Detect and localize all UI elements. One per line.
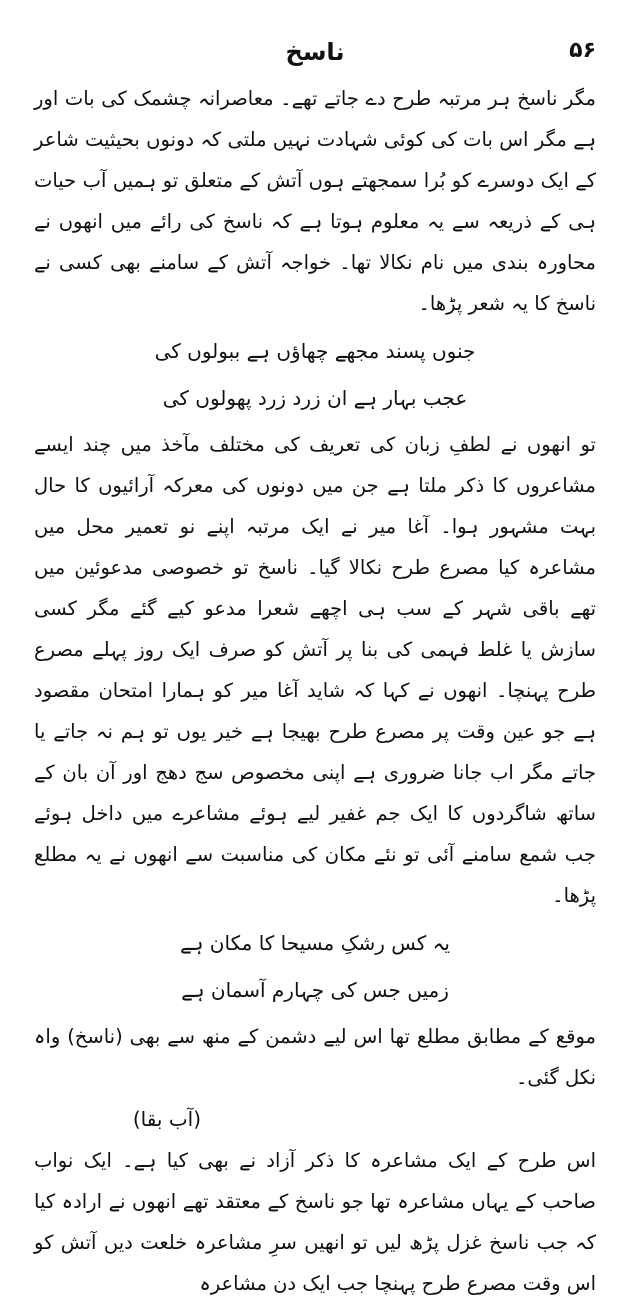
paragraph-2: تو انھوں نے لطفِ زبان کی تعریف کی مختلف مآخذ میں چند ایسے مشاعروں کا ذکر ملتا ہے جن میں دونوں کی معرکہ آرائیوں کا حال بہت مشہور ہوا۔ آغا میر نے ایک مرتبہ اپنے نو تعمیر محل میں مشاعرہ کیا مصرع طرح نکالا گیا۔ ناسخ تو خصوصی مدعوئین میں تھے باقی شہر کے سب ہی اچھے شعرا مدعو کیے گئے مگر کسی سازش یا غلط فہمی کی بنا پر آتش کو صرف ایک روز پہلے مصرع طرح پہنچا۔ انھوں نے کہا کہ شاید آغا میر کو ہمارا امتحان مقصود ہے جو عین وقت پر مصرع طرح بھیجا ہے خیر یوں تو ہم نہ جاتے یا جاتے مگر اب جانا ضروری ہے اپنی مخصوص سج دھج اور آن بان کے ساتھ شاگردوں کا ایک جم غفیر لیے ہوئے مشاعرے میں داخل ہوئے جب شمع سامنے آئی تو نئے مکان کی مناسبت سے انھوں نے یہ مطلع پڑھا۔ [34, 433, 596, 907]
running-title: ناسخ [285, 38, 345, 66]
verse-1-line-2: عجب بہار ہے ان زرد زرد پھولوں کی [162, 386, 468, 410]
verse-2-line-1: یہ کس رشکِ مسیحا کا مکان ہے [180, 931, 450, 955]
page-number: ۵۶ [569, 38, 596, 63]
paragraph-1: مگر ناسخ ہر مرتبہ طرح دے جاتے تھے۔ معاصرانہ چشمک کی بات اور ہے مگر اس بات کی کوئی شہادت نہیں ملتی کہ دونوں بحیثیت شاعر کے ایک دوسرے کو بُرا سمجھتے ہوں آتش کے متعلق تو ہمیں آب حیات ہی کے ذریعہ سے یہ معلوم ہوتا ہے کہ ناسخ کی رائے میں انھوں نے محاورہ بندی میں نام نکالا تھا۔ خواجہ آتش کے سامنے بھی کسی نے ناسخ کا یہ شعر پڑھا۔ [34, 87, 596, 315]
verse-2 [34, 920, 596, 1014]
page-header [34, 28, 596, 78]
verse-2-line-2: زمیں جس کی چہارم آسمان ہے [181, 978, 449, 1002]
paragraph-4: اس طرح کے ایک مشاعرہ کا ذکر آزاد نے بھی کیا ہے۔ ایک نواب صاحب کے یہاں مشاعرہ تھا جو ناسخ کے معتقد تھے انھوں نے ارادہ کیا کہ جب ناسخ غزل پڑھ لیں تو انھیں سرِ مشاعرہ خلعت دیں آتش کو اس وقت مصرع طرح پہنچا جب ایک دن مشاعرہ [34, 1149, 596, 1295]
source-citation: (آب بقا) [132, 1107, 201, 1131]
verse-1-line-1: جنوں پسند مجھے چھاؤں ہے ببولوں کی [154, 339, 476, 363]
paragraph-3: موقع کے مطابق مطلع تھا اس لیے دشمن کے منھ سے بھی (ناسخ) واہ نکل گئی۔ [34, 1025, 596, 1089]
verse-1 [34, 328, 596, 422]
